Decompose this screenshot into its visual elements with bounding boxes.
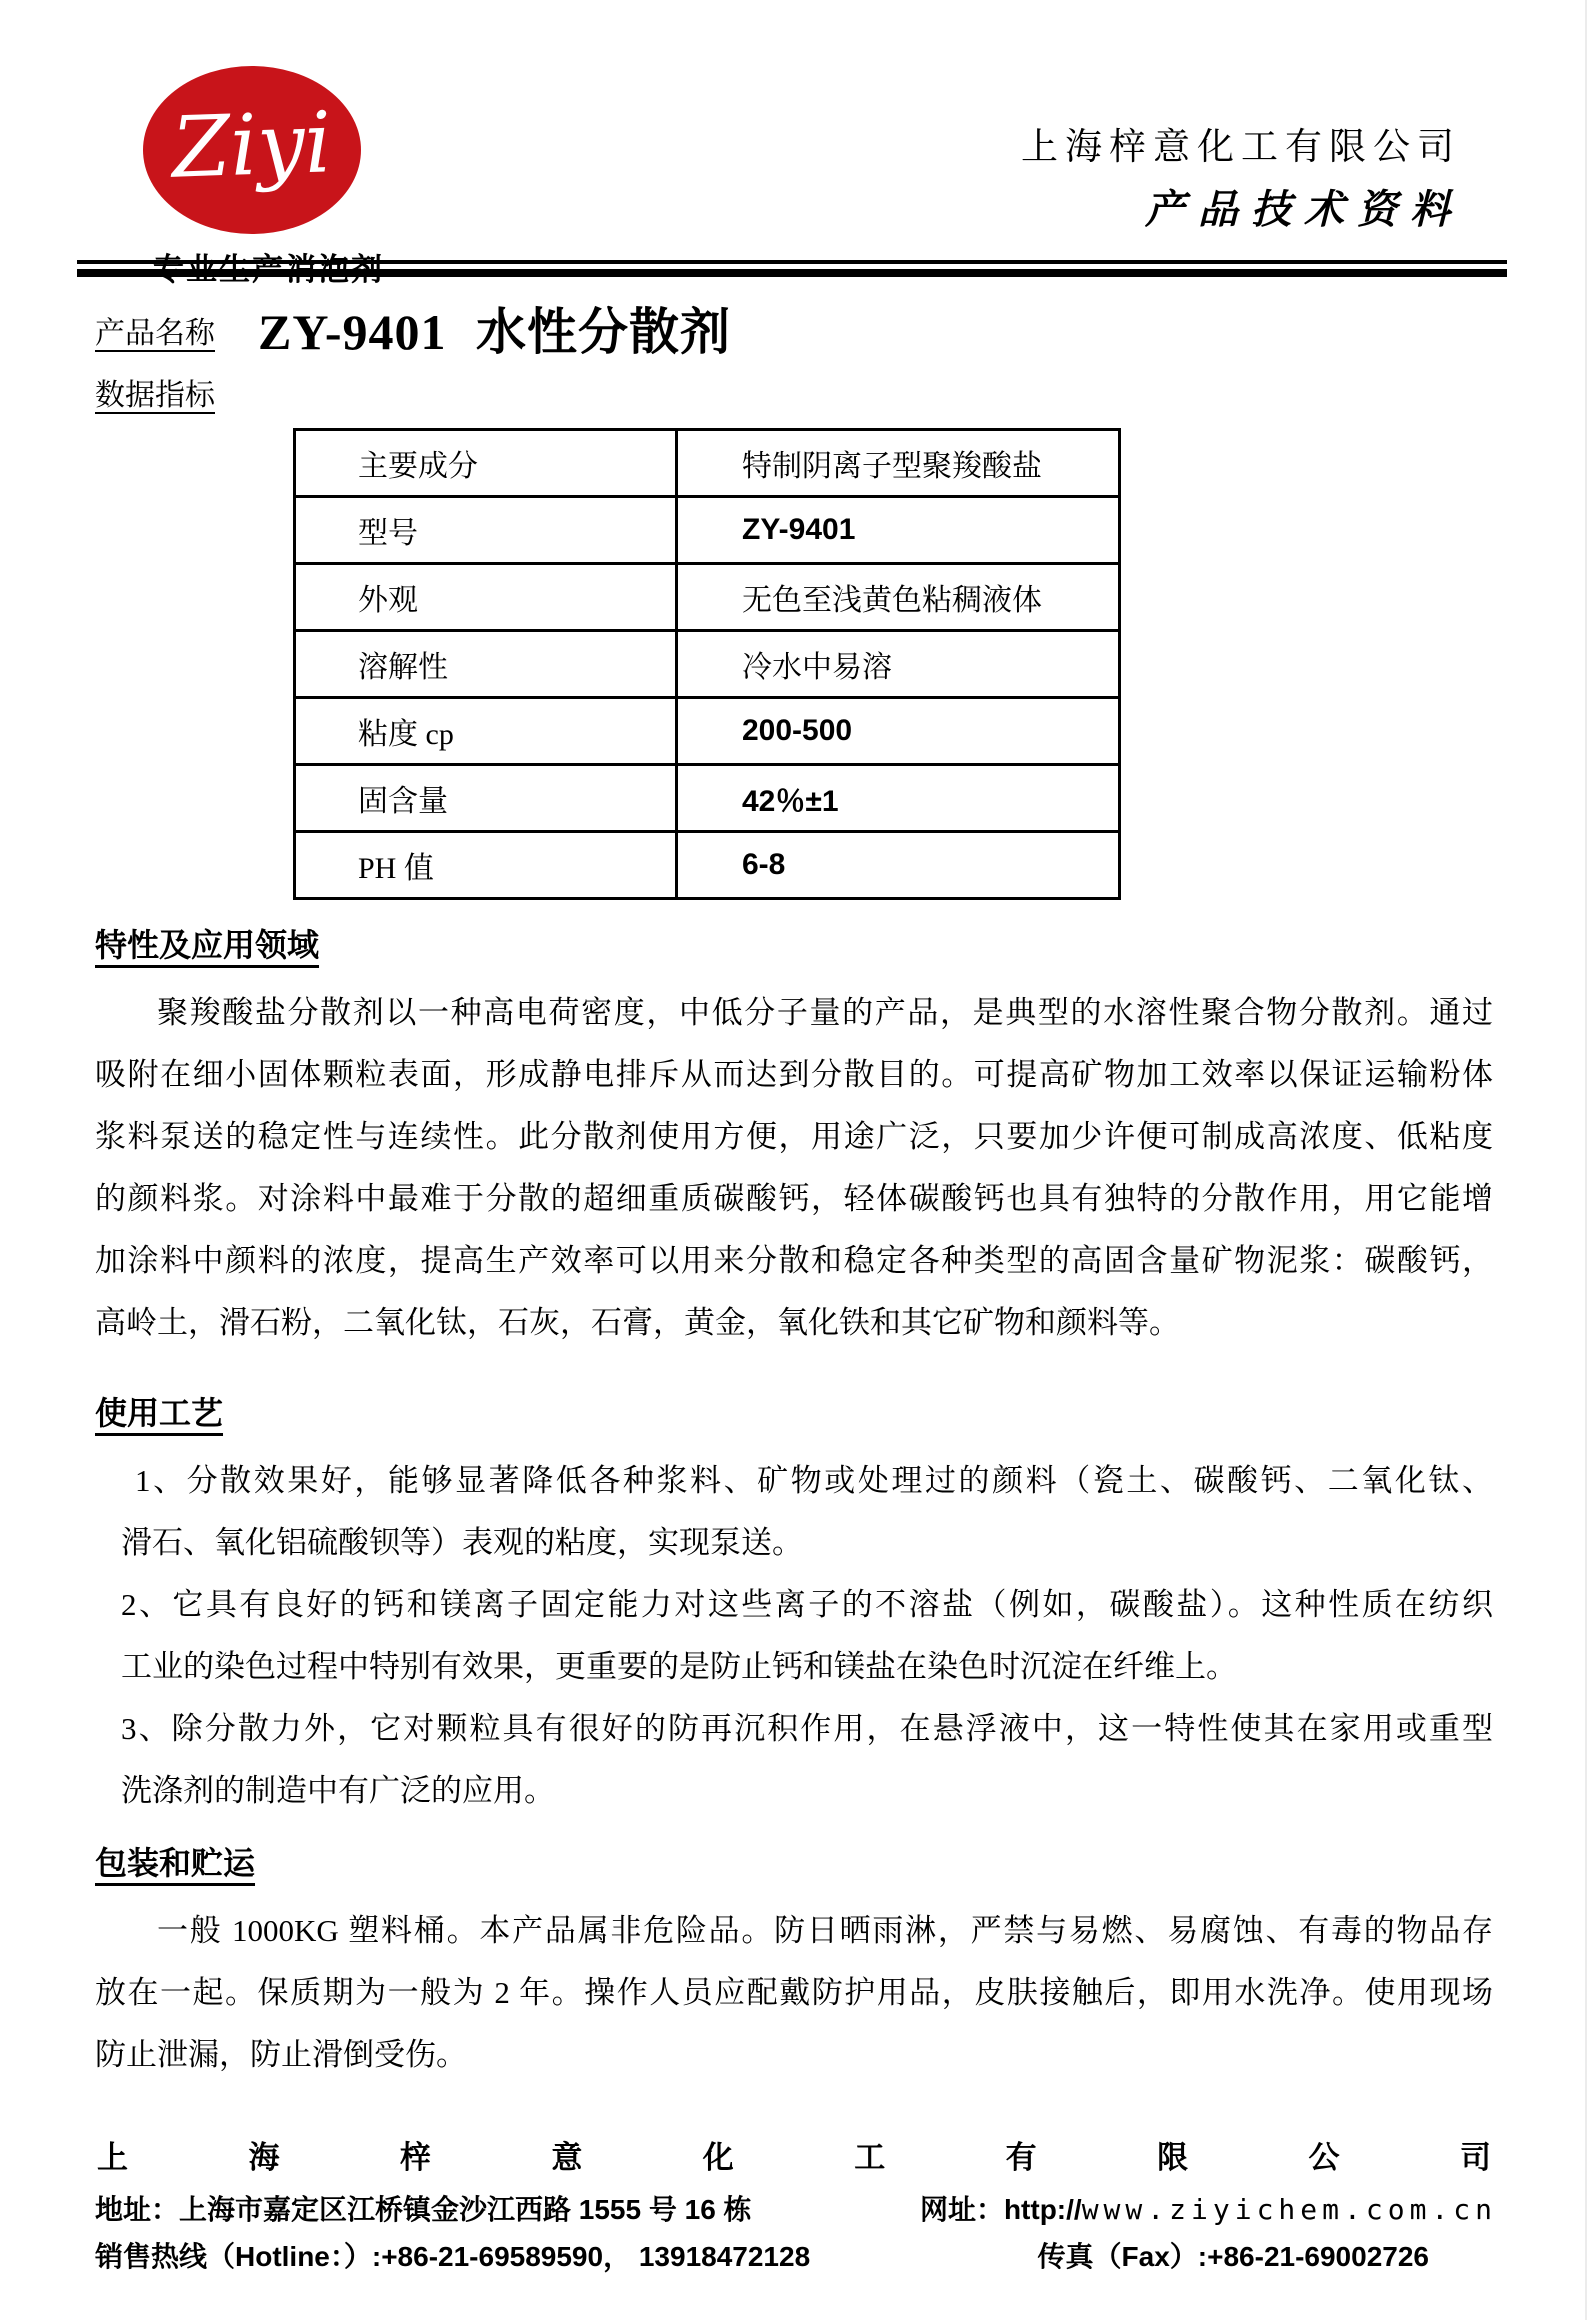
document-type-title: 产品技术资料 [1145,187,1463,232]
usage-list [95,1450,1493,1822]
company-name: 上海梓意化工有限公司 [1021,127,1461,168]
data-index-label: 数据指标 [95,379,215,412]
footer-address-row [95,2188,1497,2228]
spec-value: 无色至浅黄色粘稠液体 [677,564,1120,631]
spec-value: 冷水中易溶 [677,631,1120,698]
spec-label: 型号 [295,497,677,564]
paragraph-line: 防止泄漏，防止滑倒受伤。 [95,2037,467,2072]
spec-label: 粘度 cp [295,698,677,765]
paragraph-line: 的颜料浆。对涂料中最难于分散的超细重质碳酸钙，轻体碳酸钙也具有独特的分散作用，用它能增 [95,1181,1493,1216]
packaging-paragraph [95,1900,1493,2086]
usage-item-line: 滑石、氧化铝硫酸钡等）表观的粘度，实现泵送。 [121,1525,803,1560]
paragraph-line: 浆料泵送的稳定性与连续性。此分散剂使用方便，用途广泛，只要加少许便可制成高浓度、低粘度 [95,1119,1493,1154]
section-heading-packaging: 包装和贮运 [95,1845,256,1881]
logo-wordmark: Ziyi [170,93,334,197]
header-divider [77,260,1507,277]
paragraph-line: 放在一起。保质期为一般为 2 年。操作人员应配戴防护用品，皮肤接触后，即用水洗净。使用现场 [95,1975,1493,2010]
table-row [295,430,1120,497]
footer-company-char: 意 [551,2140,583,2175]
usage-item-line: 洗涤剂的制造中有广泛的应用。 [121,1773,555,1808]
footer-contact-row [95,2235,1497,2275]
spec-label: 外观 [295,564,677,631]
website-protocol: http:// [1003,2194,1082,2225]
paragraph-line: 高岭土，滑石粉，二氧化钛，石灰，石膏，黄金，氧化铁和其它矿物和颜料等。 [95,1305,1180,1340]
hotline-text: 销售热线（Hotline：）:+86-21-69589590， 13918472128 [95,2241,811,2272]
spec-label: 固含量 [295,765,677,832]
footer-company-char: 工 [854,2140,886,2175]
footer-company-char: 海 [248,2140,280,2175]
footer-company-char: 上 [97,2140,128,2175]
spec-label: PH 值 [295,832,677,899]
company-logo [143,66,361,234]
spec-label: 主要成分 [295,430,677,497]
usage-item-line: 1、分散效果好，能够显著降低各种浆料、矿物或处理过的颜料（瓷土、碳酸钙、二氧化钛、 [135,1463,1493,1498]
table-row [295,564,1120,631]
page-header [95,0,1493,284]
usage-item-line: 3、除分散力外，它对颗粒具有很好的防再沉积作用，在悬浮液中，这一特性使其在家用或重型 [121,1711,1493,1746]
website-text [920,2188,1497,2228]
product-title: ZY-9401 水性分散剂 [258,304,732,360]
section-heading-usage: 使用工艺 [95,1395,224,1431]
spec-value: 特制阴离子型聚羧酸盐 [677,430,1120,497]
spec-table [293,428,1121,900]
table-row [295,497,1120,564]
website-url: www.ziyichem.com.cn [1081,2193,1497,2226]
table-row [295,631,1120,698]
paragraph-line: 加涂料中颜料的浓度，提高生产效率可以用来分散和稳定各种类型的高固含量矿物泥浆：碳酸钙， [95,1243,1493,1278]
spec-value: 200-500 [677,698,1120,765]
footer-company-char: 有 [1005,2140,1037,2175]
footer-company-char: 限 [1157,2140,1189,2175]
paragraph-line: 吸附在细小固体颗粒表面，形成静电排斥从而达到分散目的。可提高矿物加工效率以保证运输粉体 [95,1057,1493,1092]
website-label: 网址： [919,2194,1004,2225]
footer-company-char: 公 [1308,2140,1340,2175]
page-footer [95,2132,1497,2275]
table-row [295,832,1120,899]
footer-company-name [95,2132,1497,2177]
paragraph-line: 聚羧酸盐分散剂以一种高电荷密度，中低分子量的产品，是典型的水溶性聚合物分散剂。通过 [157,995,1493,1030]
usage-item-line: 工业的染色过程中特别有效果，更重要的是防止钙和镁盐在染色时沉淀在纤维上。 [121,1649,1237,1684]
paragraph-line: 一般 1000KG 塑料桶。本产品属非危险品。防日晒雨淋，严禁与易燃、易腐蚀、有毒的物品存 [157,1913,1493,1948]
table-row [295,765,1120,832]
spec-label: 溶解性 [295,631,677,698]
features-paragraph [95,982,1493,1354]
usage-item-line: 2、它具有良好的钙和镁离子固定能力对这些离子的不溶盐（例如，碳酸盐）。这种性质在纺织 [121,1587,1493,1622]
spec-value: 42％±1 [677,765,1120,832]
footer-company-char: 司 [1459,2140,1491,2175]
table-row [295,698,1120,765]
divider-thick-line [77,269,1507,277]
product-title-block [95,306,1493,418]
address-text: 地址：上海市嘉定区江桥镇金沙江西路 1555 号 16 栋 [95,2194,752,2225]
footer-company-char: 梓 [399,2140,431,2175]
spec-value: 6-8 [677,832,1120,899]
footer-company-char: 化 [702,2140,734,2175]
spec-value: ZY-9401 [677,497,1120,564]
fax-text: 传真（Fax）:+86-21-69002726 [1037,2241,1429,2272]
section-heading-features: 特性及应用领域 [95,927,320,963]
product-name-label: 产品名称 [95,317,215,350]
